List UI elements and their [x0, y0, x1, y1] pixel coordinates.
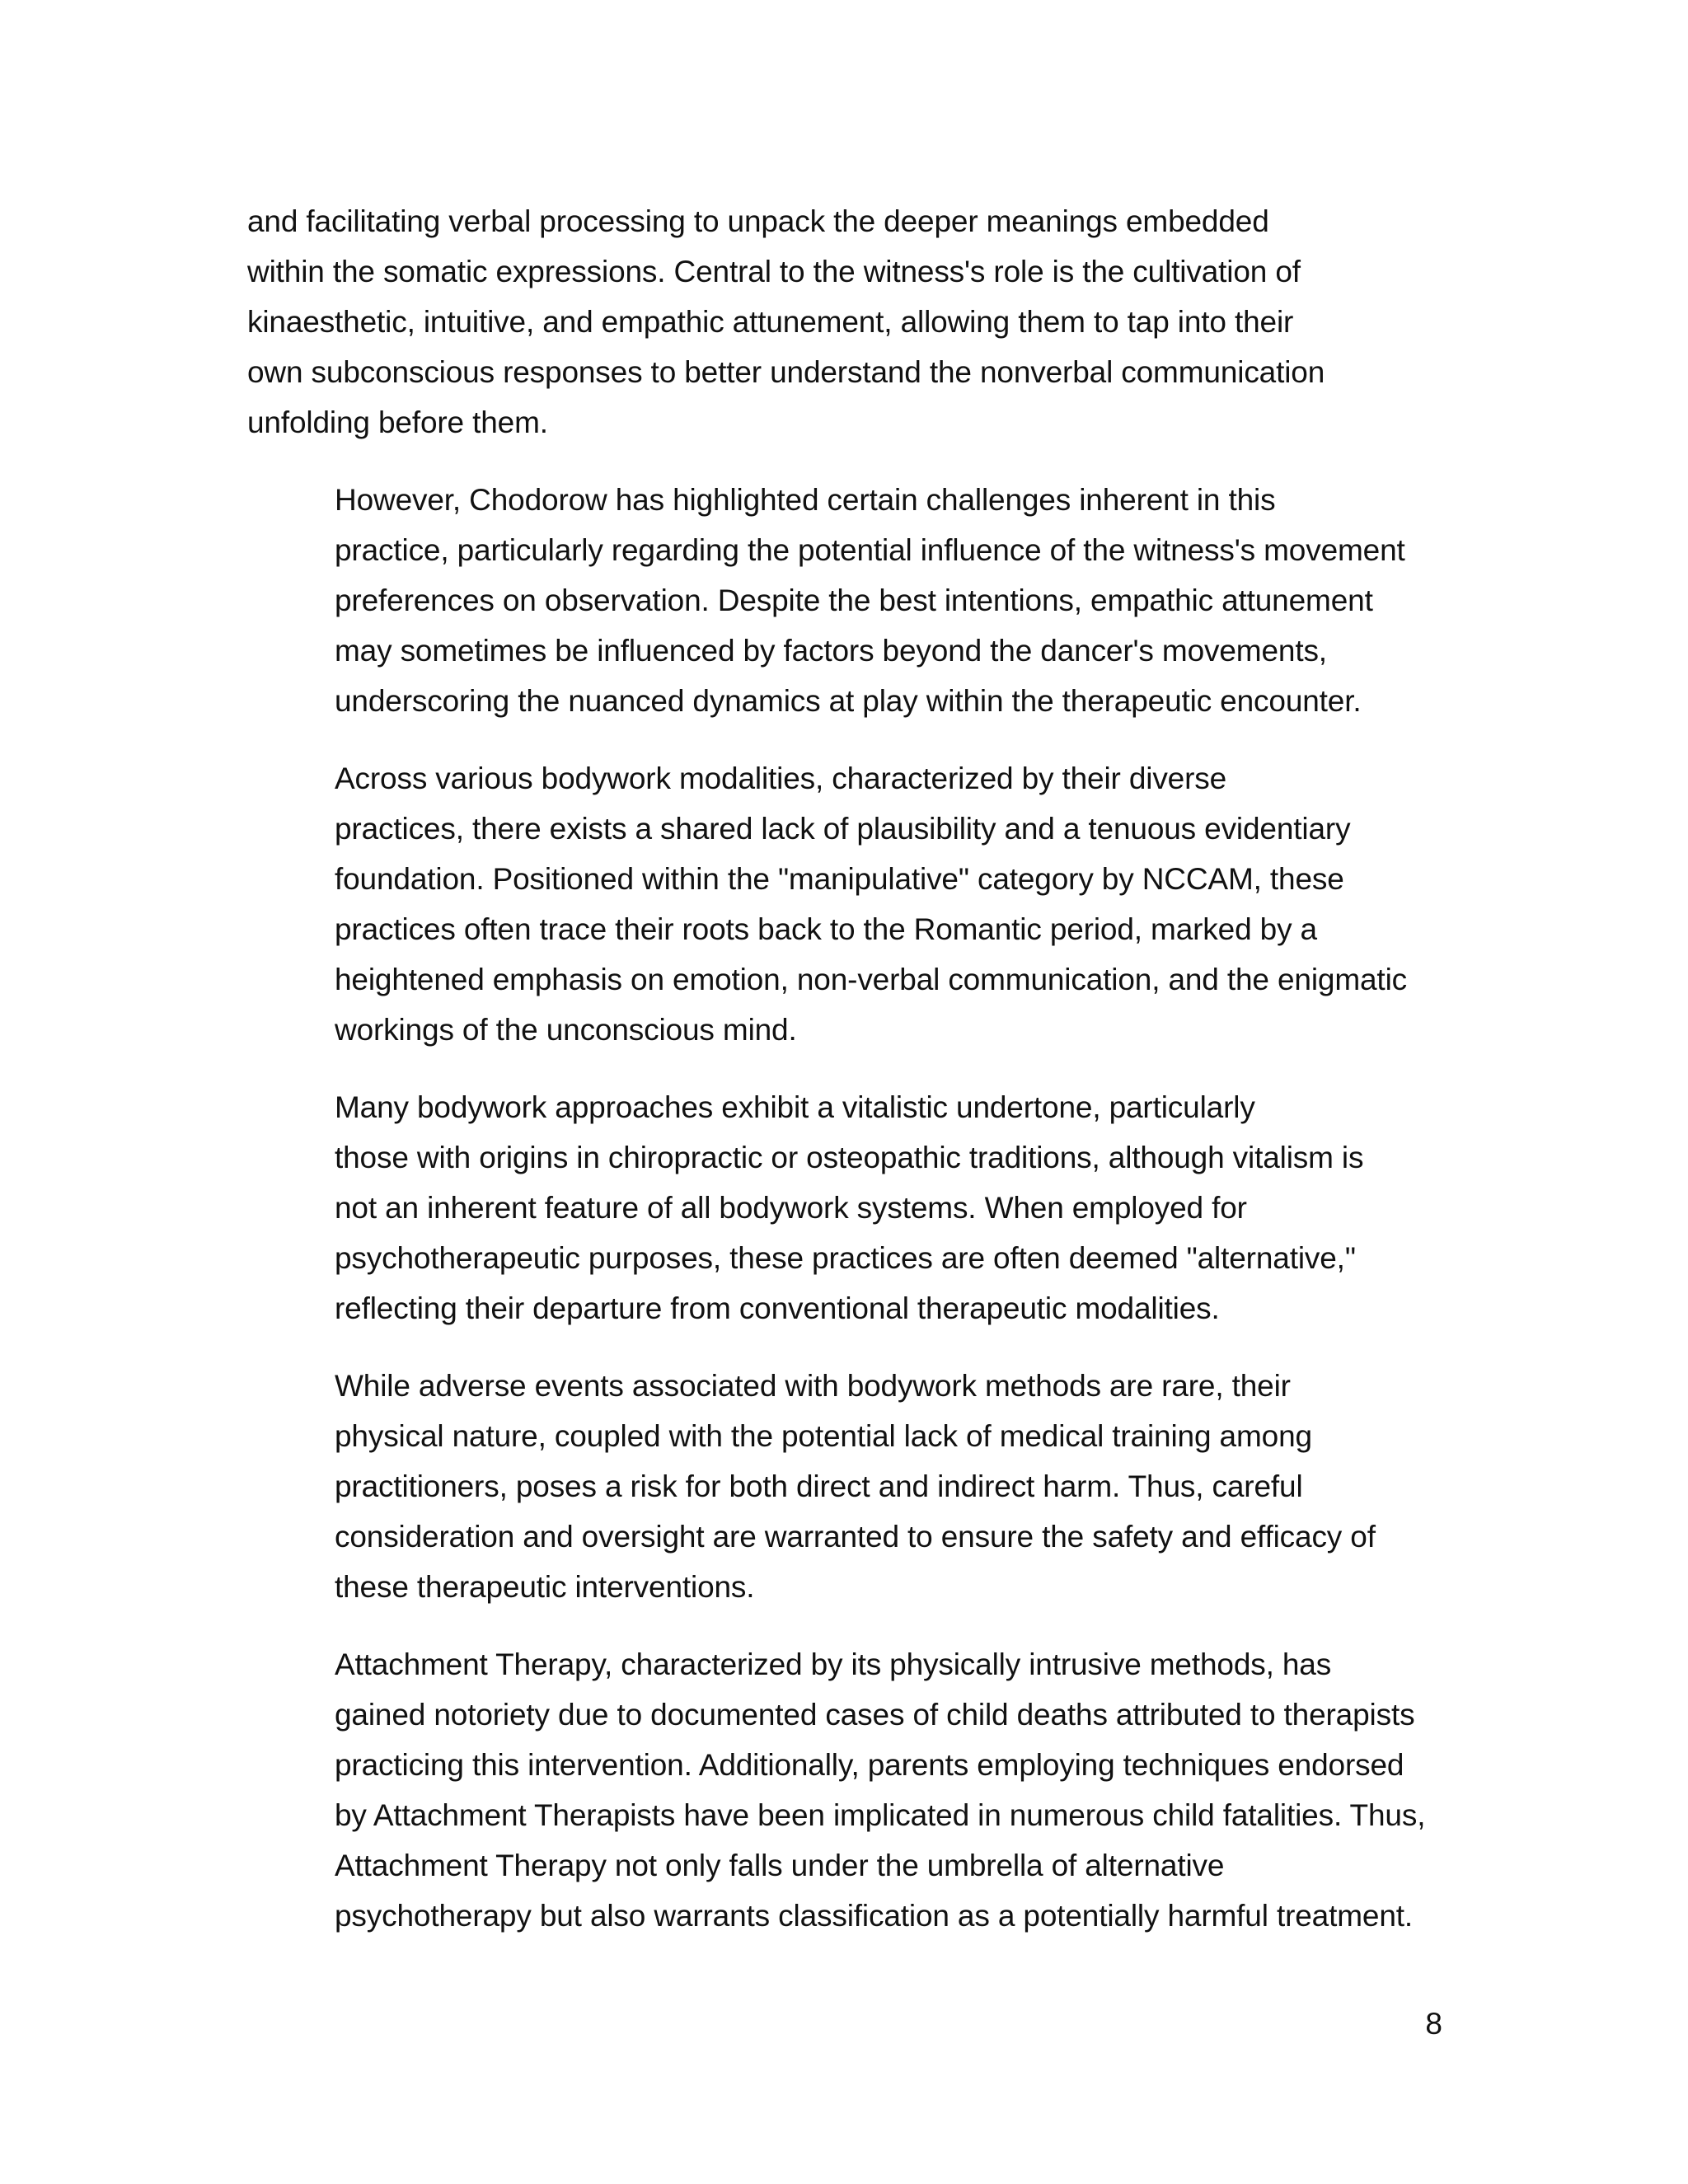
text-line: preferences on observation. Despite the best intentions, empathic attunement — [335, 583, 1373, 617]
page-number: 8 — [1425, 2007, 1442, 2041]
text-line: Across various bodywork modalities, characterized by their diverse — [335, 762, 1227, 795]
paragraph-continuation — [247, 196, 1442, 448]
text-line: reflecting their departure from conventional therapeutic modalities. — [335, 1291, 1220, 1325]
text-line: Many bodywork approaches exhibit a vitalistic undertone, particularly — [335, 1090, 1255, 1124]
text-line: Attachment Therapy not only falls under the umbrella of alternative — [335, 1849, 1225, 1882]
text-line: these therapeutic interventions. — [335, 1570, 755, 1604]
text-line: not an inherent feature of all bodywork systems. When employed for — [335, 1191, 1247, 1225]
text-line: and facilitating verbal processing to unpack the deeper meanings embedded — [247, 204, 1269, 238]
text-line: practice, particularly regarding the potential influence of the witness's movement — [335, 533, 1405, 567]
paragraph-chodorow — [247, 475, 1442, 726]
text-line: workings of the unconscious mind. — [335, 1013, 797, 1047]
text-line: However, Chodorow has highlighted certain challenges inherent in this — [335, 483, 1276, 517]
body-text — [247, 196, 1442, 1968]
paragraph-bodywork-modalities — [247, 753, 1442, 1055]
text-line: practicing this intervention. Additionally, parents employing techniques endorsed — [335, 1748, 1404, 1782]
text-line: foundation. Positioned within the "manipulative" category by NCCAM, these — [335, 862, 1344, 896]
text-line: own subconscious responses to better understand the nonverbal communication — [247, 355, 1325, 389]
text-line: psychotherapeutic purposes, these practices are often deemed "alternative," — [335, 1241, 1356, 1275]
text-line: gained notoriety due to documented cases of child deaths attributed to therapists — [335, 1698, 1415, 1732]
text-line: While adverse events associated with bodywork methods are rare, their — [335, 1369, 1291, 1403]
paragraph-adverse-events — [247, 1361, 1442, 1612]
text-line: Attachment Therapy, characterized by its physically intrusive methods, has — [335, 1647, 1332, 1681]
text-line: kinaesthetic, intuitive, and empathic attunement, allowing them to tap into their — [247, 305, 1294, 339]
paragraph-vitalism — [247, 1082, 1442, 1333]
text-line: practitioners, poses a risk for both direct and indirect harm. Thus, careful — [335, 1469, 1303, 1503]
paragraph-attachment-therapy — [247, 1639, 1442, 1941]
text-line: practices often trace their roots back to the Romantic period, marked by a — [335, 912, 1317, 946]
text-line: psychotherapy but also warrants classification as a potentially harmful treatment. — [335, 1899, 1414, 1933]
text-line: practices, there exists a shared lack of plausibility and a tenuous evidentiary — [335, 812, 1351, 846]
text-line: heightened emphasis on emotion, non-verbal communication, and the enigmatic — [335, 963, 1407, 996]
text-line: underscoring the nuanced dynamics at play within the therapeutic encounter. — [335, 684, 1362, 718]
text-line: within the somatic expressions. Central to the witness's role is the cultivation of — [247, 255, 1301, 288]
text-line: those with origins in chiropractic or osteopathic traditions, although vitalism is — [335, 1141, 1364, 1174]
text-line: unfolding before them. — [247, 405, 548, 439]
text-line: by Attachment Therapists have been implicated in numerous child fatalities. Thus, — [335, 1798, 1426, 1832]
text-line: physical nature, coupled with the potential lack of medical training among — [335, 1419, 1312, 1453]
text-line: may sometimes be influenced by factors beyond the dancer's movements, — [335, 634, 1327, 668]
text-line: consideration and oversight are warranted to ensure the safety and efficacy of — [335, 1520, 1376, 1554]
